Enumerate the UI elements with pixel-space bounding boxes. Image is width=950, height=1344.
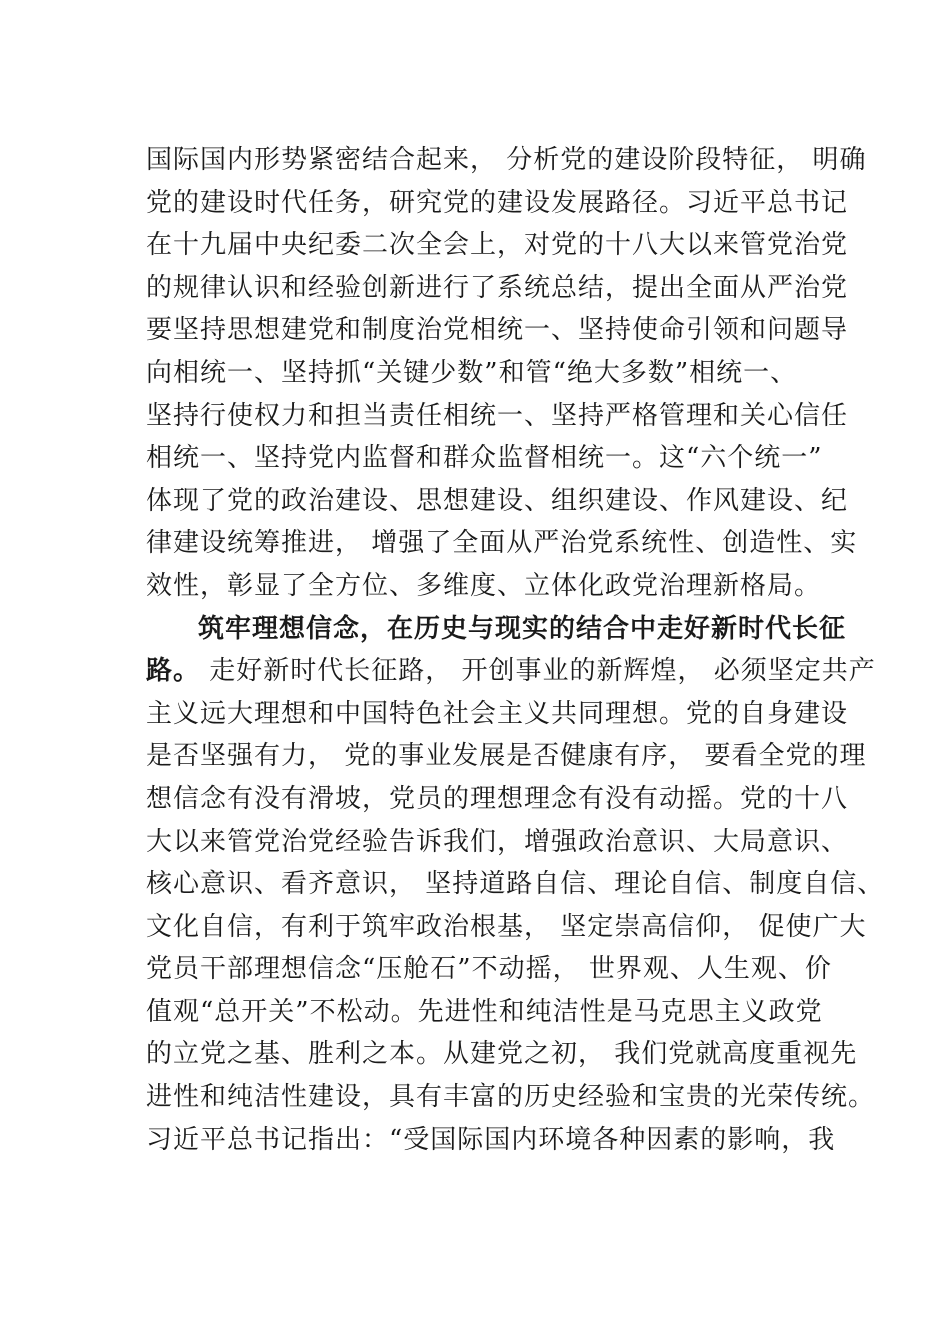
section-heading: 筑牢理想信念，在历史与现实的结合中走好新时代长征: [198, 613, 847, 644]
text-line: 党的建设时代任务，研究党的建设发展路径。习近平总书记: [146, 187, 849, 218]
text-line: 文化自信，有利于筑牢政治根基， 坚定崇高信仰， 促使广大: [146, 911, 867, 942]
text-line: 习近平总书记指出：“受国际国内环境各种因素的影响，我: [146, 1124, 836, 1155]
text-line: 的规律认识和经验创新进行了系统总结，提出全面从严治党: [146, 272, 849, 303]
text-line: 想信念有没有滑坡，党员的理想理念有没有动摇。党的十八: [146, 783, 849, 814]
text-line: 值观“总开关”不松动。先进性和纯洁性是马克思主义政党: [146, 996, 823, 1027]
text-line: 向相统一、坚持抓“关键少数”和管“绝大多数”相统一、: [146, 357, 798, 388]
text-line: 坚持行使权力和担当责任相统一、坚持严格管理和关心信任: [146, 400, 849, 431]
heading-end: 路。: [146, 656, 201, 687]
text-line: 国际国内形势紧密结合起来， 分析党的建设阶段特征， 明确: [146, 145, 867, 175]
text-line: 的立党之基、胜利之本。从建党之初， 我们党就高度重视先: [146, 1039, 858, 1070]
text-line: 体现了党的政治建设、思想建设、组织建设、作风建设、纪: [146, 485, 849, 516]
text-line: 进性和纯洁性建设，具有丰富的历史经验和宝贵的光荣传统。: [146, 1082, 876, 1113]
text-line: 主义远大理想和中国特色社会主义共同理想。党的自身建设: [146, 698, 849, 729]
text-line: 相统一、坚持党内监督和群众监督相统一。这“六个统一”: [146, 443, 823, 474]
paragraph-start: 走好新时代长征路， 开创事业的新辉煌， 必须坚定共产: [200, 656, 876, 687]
heading-continuation-line: [146, 650, 876, 693]
text-line: 要坚持思想建党和制度治党相统一、坚持使命引领和问题导: [146, 315, 849, 346]
text-line: 大以来管党治党经验告诉我们，增强政治意识、大局意识、: [146, 826, 849, 857]
text-line: 效性，彰显了全方位、多维度、立体化政党治理新格局。: [146, 570, 822, 601]
text-line: 是否坚强有力， 党的事业发展是否健康有序， 要看全党的理: [146, 741, 867, 772]
text-line: 核心意识、看齐意识， 坚持道路自信、理论自信、制度自信、: [146, 869, 885, 900]
body-text: [146, 139, 885, 1161]
text-line: 律建设统筹推进， 增强了全面从严治党系统性、创造性、实: [146, 528, 858, 559]
text-line: 在十九届中央纪委二次全会上，对党的十八大以来管党治党: [146, 230, 849, 261]
text-line: 党员干部理想信念“压舱石”不动摇， 世界观、人生观、价: [146, 954, 832, 985]
